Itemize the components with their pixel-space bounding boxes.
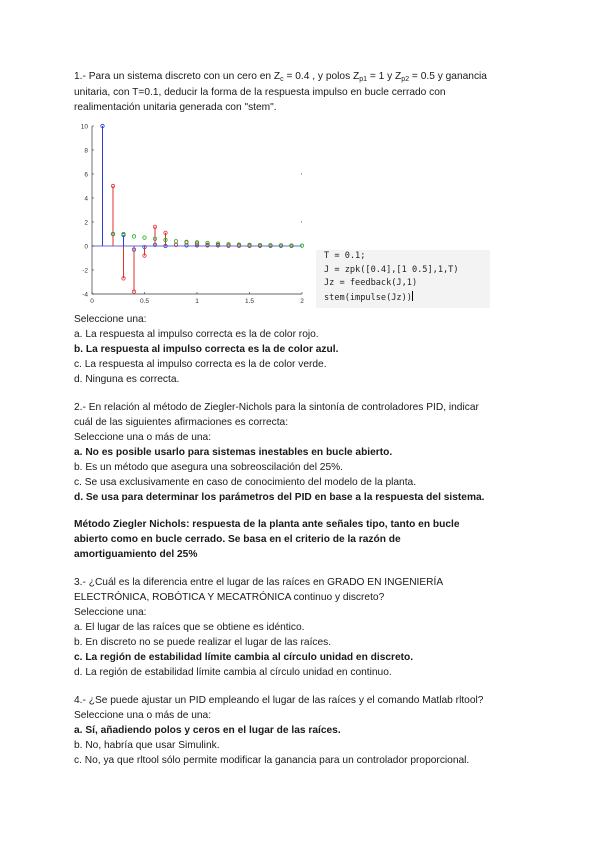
- q1-text-d: = 0.5 y ganancia: [409, 71, 487, 82]
- impulse-response-chart: [74, 118, 310, 308]
- y-tick-label: 0: [84, 243, 88, 251]
- chart-marks: [101, 124, 304, 293]
- q2-note-line-3: amortiguamiento del 25%: [74, 549, 198, 560]
- q3-option-c-selected[interactable]: c. La región de estabilidad límite cambia al círculo unidad en discreto.: [74, 652, 414, 663]
- q2-option-d-selected[interactable]: d. Se usa para determinar los parámetros del PID en base a la respuesta del sistema.: [74, 492, 485, 503]
- q1-sub-c: c: [280, 76, 284, 83]
- code-line-4-text: stem(impulse(Jz)): [324, 292, 412, 303]
- q4-option-b[interactable]: b. No, habría que usar Simulink.: [74, 740, 220, 751]
- x-tick-label: 0: [90, 298, 94, 305]
- q1-prompt: Seleccione una:: [74, 314, 147, 325]
- q4-prompt: Seleccione una o más de una:: [74, 710, 212, 721]
- q1-stem-line-1: [74, 70, 487, 87]
- stem-marker: [143, 236, 146, 239]
- q1-stem-line-2: unitaria, con T=0.1, deducir la forma de la respuesta impulso en bucle cerrado con: [74, 87, 446, 98]
- x-tick-label: 1.5: [244, 298, 255, 305]
- q2-option-b[interactable]: b. Es un método que asegura una sobreoscilación del 25%.: [74, 462, 344, 473]
- x-tick-label: 2: [300, 298, 304, 305]
- q1-text-a: 1.- Para un sistema discreto con un cero en Z: [74, 71, 281, 82]
- q1-stem-line-3: realimentación unitaria generada con "stem".: [74, 102, 277, 113]
- y-tick-label: 6: [84, 171, 88, 179]
- q2-stem-line-1: 2.- En relación al método de Ziegler-Nichols para la sintonía de controladores PID, indicar: [74, 402, 479, 413]
- q1-text-c: = 1 y Z: [367, 71, 402, 82]
- q3-option-b[interactable]: b. En discreto no se puede realizar el lugar de las raíces.: [74, 637, 332, 648]
- y-tick-label: -4: [82, 291, 88, 299]
- q3-prompt: Seleccione una:: [74, 607, 147, 618]
- q1-option-a[interactable]: a. La respuesta al impulso correcta es la de color rojo.: [74, 329, 319, 340]
- y-tick-label: 4: [84, 195, 88, 203]
- q1-option-d[interactable]: d. Ninguna es correcta.: [74, 374, 180, 385]
- matlab-code-block: [316, 250, 490, 308]
- q4-option-a-selected[interactable]: a. Sí, añadiendo polos y ceros en el lugar de las raíces.: [74, 725, 341, 736]
- stem-marker: [174, 240, 177, 243]
- q3-stem-line-1: 3.- ¿Cuál es la diferencia entre el lugar de las raíces en GRADO EN INGENIERÍA: [74, 577, 444, 588]
- code-line-1: T = 0.1;: [324, 251, 366, 261]
- stem-marker: [132, 235, 135, 238]
- q1-text-b: = 0.4 , y polos Z: [283, 71, 360, 82]
- q2-note-line-1: Método Ziegler Nichols: respuesta de la planta ante señales tipo, tanto en bucle: [74, 519, 460, 530]
- q3-stem-line-2: ELECTRÓNICA, ROBÓTICA Y MECATRÓNICA continuo y discreto?: [74, 592, 385, 603]
- q1-sub-p2: p2: [401, 76, 410, 83]
- q2-option-a-selected[interactable]: a. No es posible usarlo para sistemas inestables en bucle abierto.: [74, 447, 393, 458]
- x-tick-label: 0.5: [139, 298, 150, 305]
- q3-option-d[interactable]: d. La región de estabilidad límite cambia al círculo unidad en continuo.: [74, 667, 392, 678]
- q4-option-c[interactable]: c. No, ya que rltool sólo permite modificar la ganancia para un controlador proporcional.: [74, 755, 470, 766]
- q1-option-b-selected[interactable]: b. La respuesta al impulso correcta es la de color azul.: [74, 344, 339, 355]
- y-tick-label: -2: [82, 267, 88, 275]
- text-cursor: [412, 291, 413, 301]
- code-line-3: Jz = feedback(J,1): [324, 278, 418, 288]
- y-tick-label: 8: [84, 147, 88, 155]
- q1-option-c[interactable]: c. La respuesta al impulso correcta es la de color verde.: [74, 359, 327, 370]
- q2-option-c[interactable]: c. Se usa exclusivamente en caso de conocimiento del modelo de la planta.: [74, 477, 417, 488]
- x-tick-label: 1: [195, 298, 199, 305]
- q2-note-line-2: abierto como en bucle cerrado. Se basa en el criterio de la razón de: [74, 534, 401, 545]
- code-line-2: J = zpk([0.4],[1 0.5],1,T): [324, 264, 459, 275]
- y-tick-label: 2: [84, 219, 88, 227]
- q4-stem-line-1: 4.- ¿Se puede ajustar un PID empleando el lugar de las raíces y el comando Matlab rltool?: [74, 695, 484, 706]
- code-line-4: [324, 291, 490, 306]
- q3-option-a[interactable]: a. El lugar de las raíces que se obtiene es idéntico.: [74, 622, 305, 633]
- q2-prompt: Seleccione una o más de una:: [74, 432, 212, 443]
- y-tick-label: 10: [80, 123, 88, 131]
- q1-sub-p1: p1: [359, 76, 368, 83]
- chart-tick-labels: [81, 124, 304, 306]
- q2-stem-line-2: cuál de las siguientes afirmaciones es correcta:: [74, 417, 289, 428]
